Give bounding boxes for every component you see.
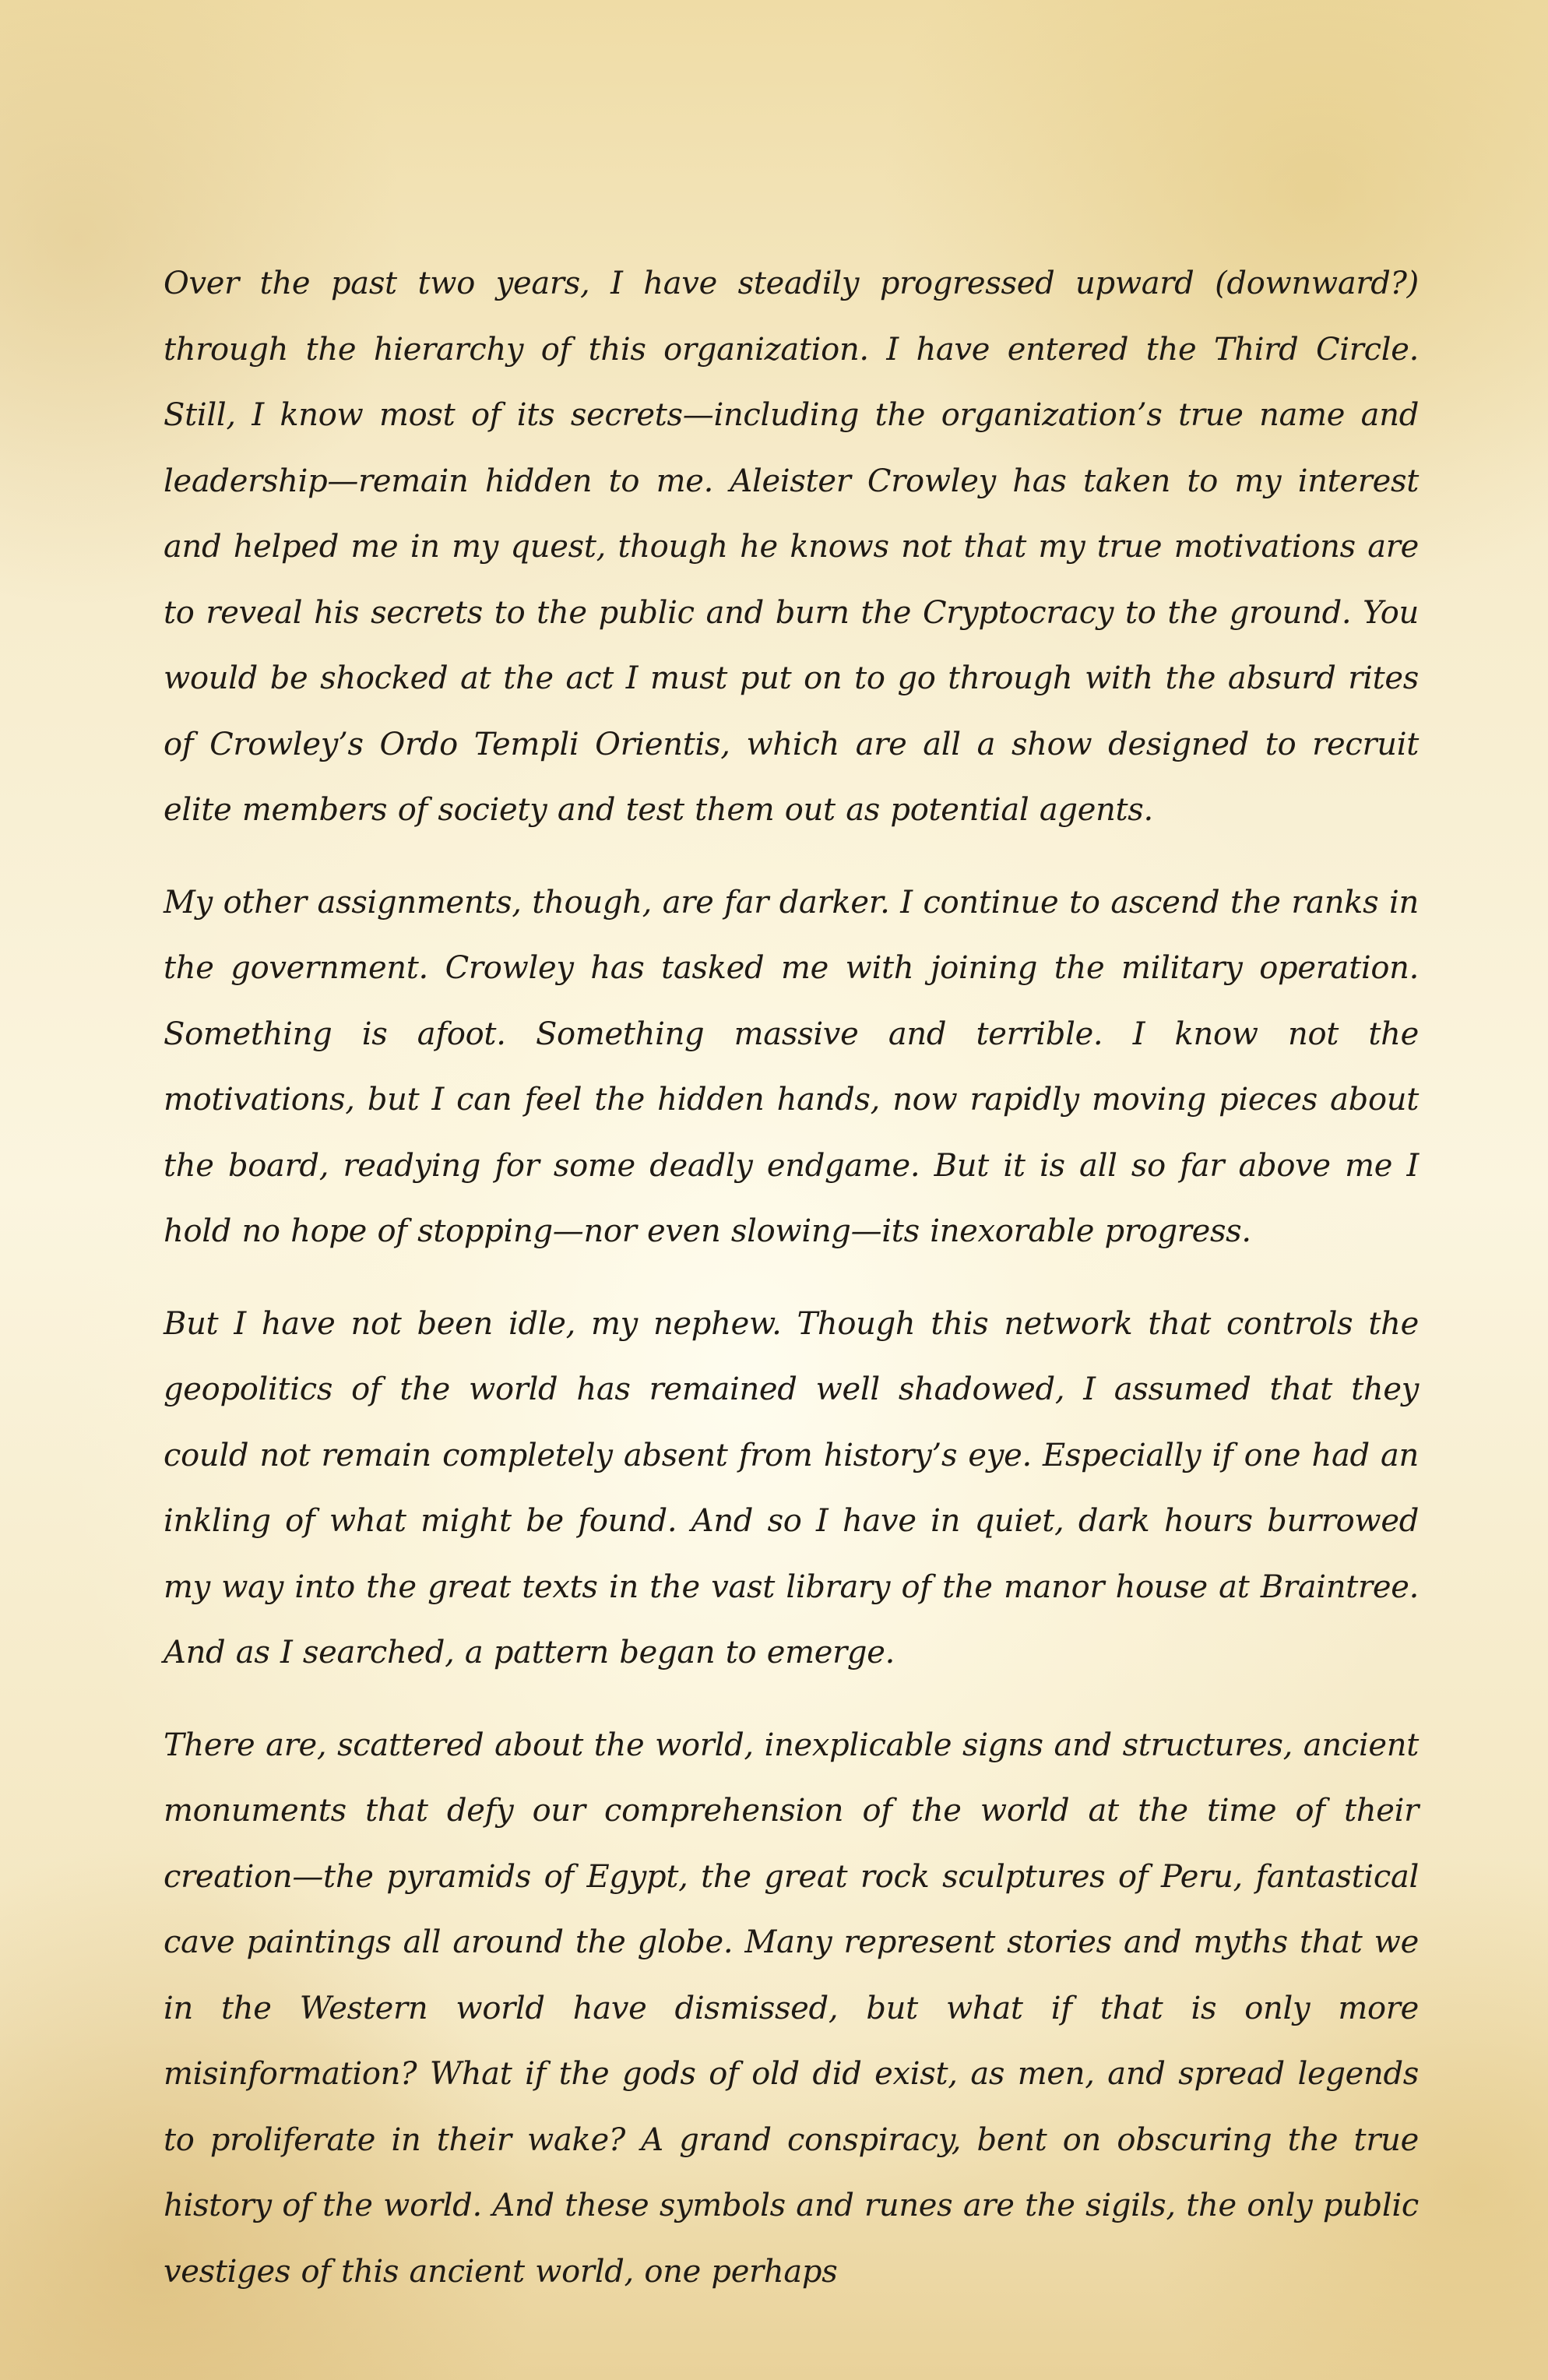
paragraph-4: There are, scattered about the world, inexplicable signs and structures, ancient monuments that defy our comprehension of the world at the time of their creation—the pyramids of Egypt, the great rock sculptures of Peru, fantastical cave paintings all around the globe. Many represent stories and myths that we in the Western world have dismissed, but what if that is only more misinformation? What if the gods of old did exist, as men, and spread legends to proliferate in their wake? A grand conspiracy, bent on obscuring the true history of the world. And these symbols and runes are the sigils, the only public vestiges of this ancient world, one perhaps: [164, 1727, 1419, 2290]
letter-body: [164, 251, 1419, 2304]
paragraph-1: Over the past two years, I have steadily progressed upward (downward?) through the hierarchy of this organization. I have entered the Third Circle. Still, I know most of its secrets—including the organization’s true name and leadership—remain hidden to me. Aleister Crowley has taken to my interest and helped me in my quest, though he knows not that my true motivations are to reveal his secrets to the public and burn the Cryptocracy to the ground. You would be shocked at the act I must put on to go through with the absurd rites of Crowley’s Ordo Templi Orientis, which are all a show designed to recruit elite members of society and test them out as potential agents.: [164, 266, 1419, 828]
paragraph-2: My other assignments, though, are far darker. I continue to ascend the ranks in the government. Crowley has tasked me with joining the military operation. Something is afoot. Something massive and terrible. I know not the motivations, but I can feel the hidden hands, now rapidly moving pieces about the board, readying for some deadly endgame. But it is all so far above me I hold no hope of stopping—nor even slowing—its inexorable progress.: [164, 884, 1419, 1249]
paragraph-3: But I have not been idle, my nephew. Though this network that controls the geopolitics of the world has remained well shadowed, I assumed that they could not remain completely absent from history’s eye. Especially if one had an inkling of what might be found. And so I have in quiet, dark hours burrowed my way into the great texts in the vast library of the manor house at Braintree. And as I searched, a pattern began to emerge.: [164, 1305, 1419, 1671]
